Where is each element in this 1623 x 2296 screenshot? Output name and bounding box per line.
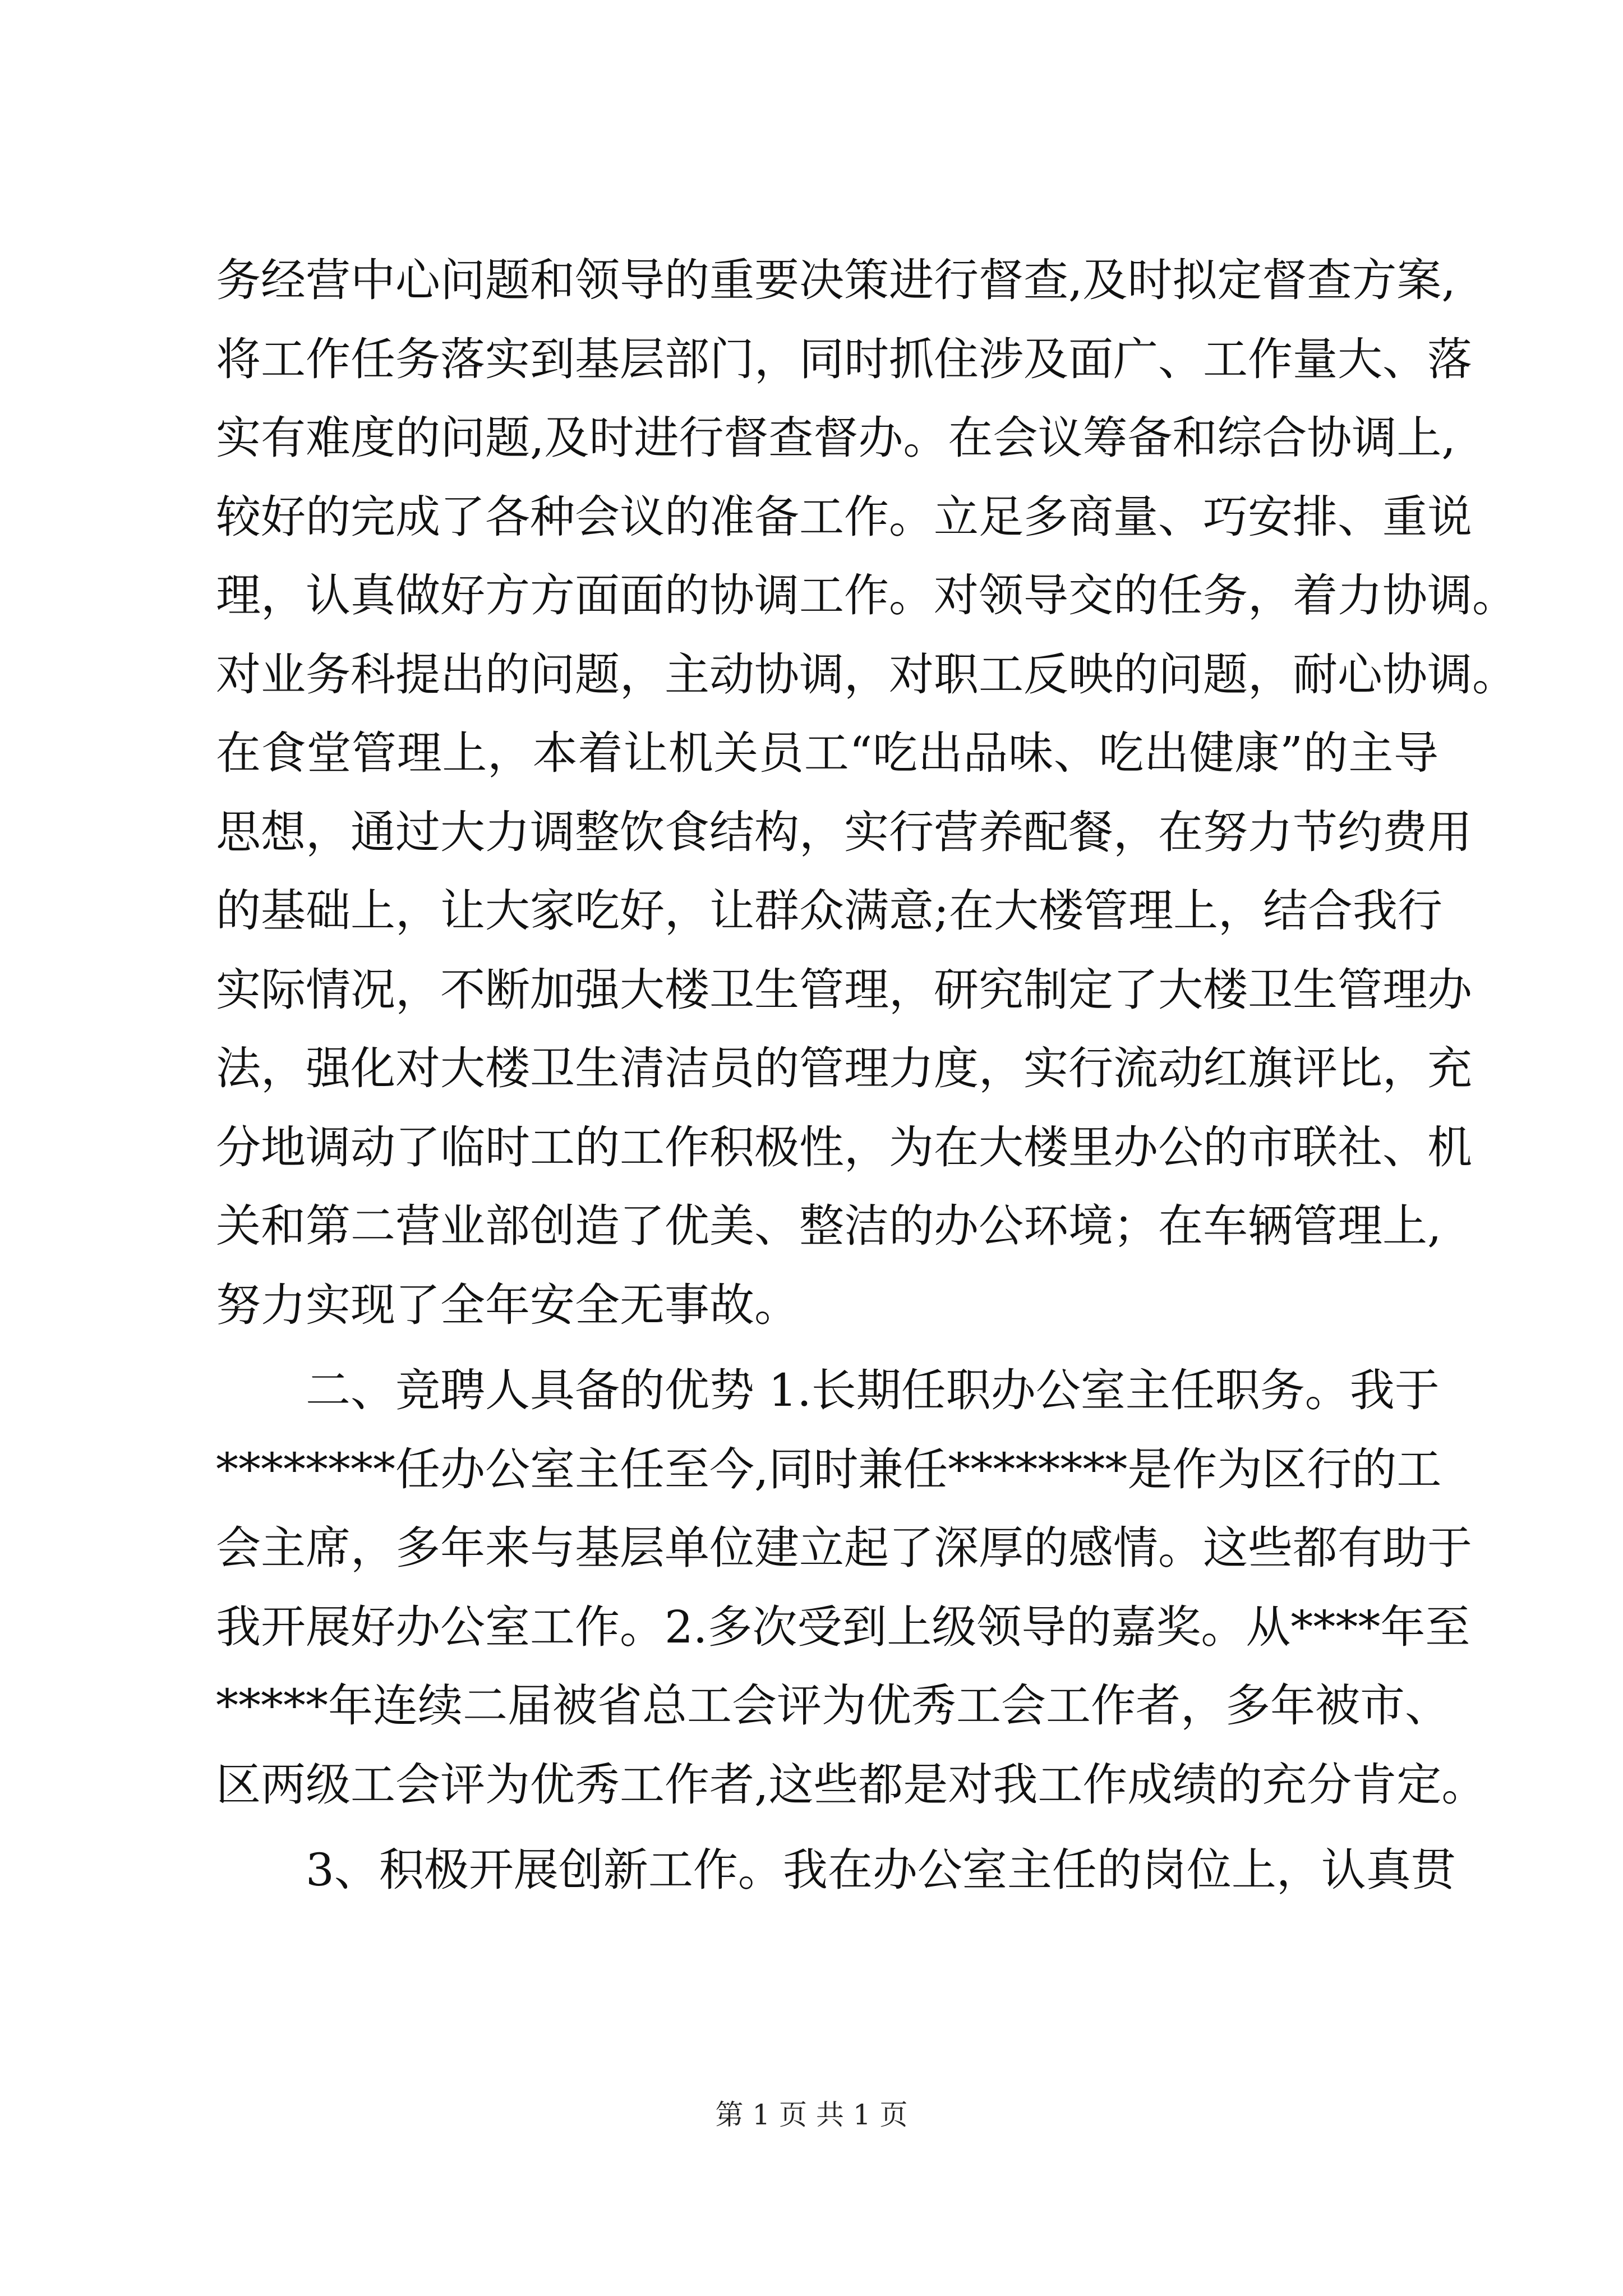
text-line: 在食堂管理上，本着让机关员工“吃出品味、吃出健康”的主导: [216, 727, 1438, 779]
text-line: 区两级工会评为优秀工作者,这些都是对我工作成绩的充分肯定。: [216, 1758, 1487, 1811]
text-line: 实有难度的问题,及时进行督查督办。在会议筹备和综合协调上,: [216, 412, 1456, 464]
text-line: 努力实现了全年安全无事故。: [216, 1278, 799, 1331]
paragraph-spacer: [216, 1345, 1438, 1351]
text-line: 的基础上，让大家吃好，让群众满意;在大楼管理上，结合我行: [216, 885, 1442, 937]
document-body: [216, 241, 1517, 1910]
text-line: 分地调动了临时工的工作积极性，为在大楼里办公的市联社、机: [216, 1121, 1472, 1174]
text-line: 二、竞聘人具备的优势 1.长期任职办公室主任职务。我于: [306, 1364, 1440, 1416]
text-line: 思想，通过大力调整饮食结构，实行营养配餐，在努力节约费用: [216, 806, 1472, 858]
text-line: 法，强化对大楼卫生清洁员的管理力度，实行流动红旗评比，充: [216, 1042, 1472, 1094]
paragraph-3: [216, 1831, 1456, 1910]
paragraph-2: [216, 1351, 1487, 1824]
text-line: 理，认真做好方方面面的协调工作。对领导交的任务，着力协调。: [216, 569, 1517, 622]
text-line: 3、积极开展创新工作。我在办公室主任的岗位上，认真贯: [306, 1844, 1456, 1896]
text-line: 关和第二营业部创造了优美、整洁的办公环境；在车辆管理上,: [216, 1200, 1442, 1252]
text-line: 对业务科提出的问题，主动协调，对职工反映的问题，耐心协调。: [216, 648, 1517, 701]
page-footer: 第 1 页 共 1 页: [715, 2099, 908, 2131]
text-line: *****年连续二届被省总工会评为优秀工会工作者，多年被市、: [216, 1680, 1450, 1732]
text-line: 较好的完成了各种会议的准备工作。立足多商量、巧安排、重说: [216, 490, 1472, 543]
text-line: 实际情况，不断加强大楼卫生管理，研究制定了大楼卫生管理办: [216, 963, 1472, 1016]
text-line: 会主席，多年来与基层单位建立起了深厚的感情。这些都有助于: [216, 1522, 1472, 1574]
paragraph-spacer: [216, 1824, 1438, 1831]
text-line: 将工作任务落实到基层部门，同时抓住涉及面广、工作量大、落: [216, 333, 1472, 385]
text-line: 务经营中心问题和领导的重要决策进行督查,及时拟定督查方案,: [216, 254, 1456, 306]
text-line: 我开展好办公室工作。2.多次受到上级领导的嘉奖。从****年至: [216, 1600, 1470, 1653]
paragraph-1: [216, 241, 1517, 1345]
text-line: ********任办公室主任至今,同时兼任********是作为区行的工: [216, 1443, 1442, 1496]
